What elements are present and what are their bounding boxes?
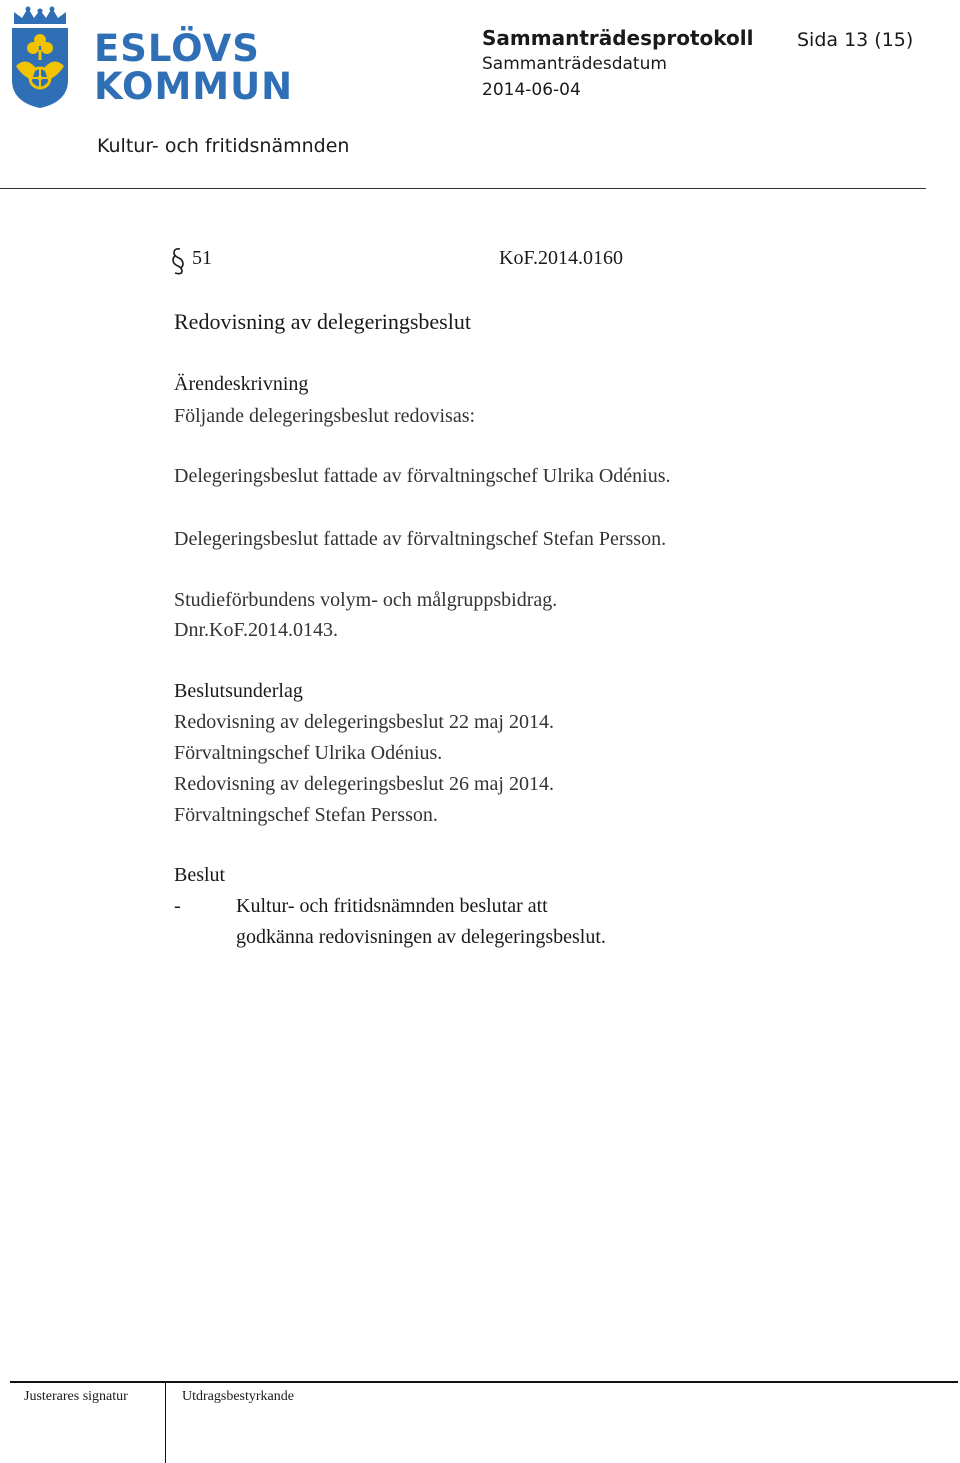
signature-footer: [10, 1381, 958, 1463]
extract-label: Utdragsbestyrkande: [182, 1389, 294, 1404]
meeting-date: 2014-06-04: [482, 80, 581, 100]
arende-item-2: Delegeringsbeslut fattade av förvaltningschef Stefan Persson.: [174, 528, 667, 550]
eslov-crest-logo: [8, 6, 72, 110]
beslut-bullet: -: [174, 895, 181, 917]
arende-item-1: Delegeringsbeslut fattade av förvaltningschef Ulrika Odénius.: [174, 465, 671, 487]
header-divider: [0, 188, 926, 189]
beslut-heading: Beslut: [174, 864, 226, 886]
section-number: 51: [192, 247, 212, 269]
eslov-kommun-wordmark: [94, 27, 294, 108]
underlag-line: Förvaltningschef Ulrika Odénius.: [174, 742, 443, 764]
board-name: Kultur- och fritidsnämnden: [97, 135, 350, 157]
beslut-line-2: godkänna redovisningen av delegeringsbeslut.: [236, 926, 606, 948]
footer-divider: [165, 1383, 166, 1463]
underlag-line: Redovisning av delegeringsbeslut 22 maj 2014.: [174, 711, 554, 733]
arende-intro: Följande delegeringsbeslut redovisas:: [174, 405, 476, 427]
logo-line-1: ESLÖVS: [94, 27, 260, 70]
underlag-line: Redovisning av delegeringsbeslut 26 maj 2014.: [174, 773, 554, 795]
arende-item-3-line-1: Studieförbundens volym- och målgruppsbidrag.: [174, 589, 558, 611]
meeting-date-label: Sammanträdesdatum: [482, 54, 667, 74]
case-number: KoF.2014.0160: [499, 247, 623, 269]
document-type: Sammanträdesprotokoll: [482, 26, 754, 50]
signature-label: Justerares signatur: [24, 1389, 128, 1404]
arende-heading: Ärendeskrivning: [174, 373, 309, 395]
underlag-heading: Beslutsunderlag: [174, 680, 303, 702]
beslut-line-1: Kultur- och fritidsnämnden beslutar att: [236, 895, 548, 917]
logo-line-2: KOMMUN: [94, 65, 294, 108]
section-title: Redovisning av delegeringsbeslut: [174, 309, 471, 334]
section-sign-icon: [170, 246, 186, 276]
underlag-line: Förvaltningschef Stefan Persson.: [174, 804, 438, 826]
arende-item-3-line-2: Dnr.KoF.2014.0143.: [174, 619, 338, 641]
page-number: Sida 13 (15): [797, 29, 914, 51]
